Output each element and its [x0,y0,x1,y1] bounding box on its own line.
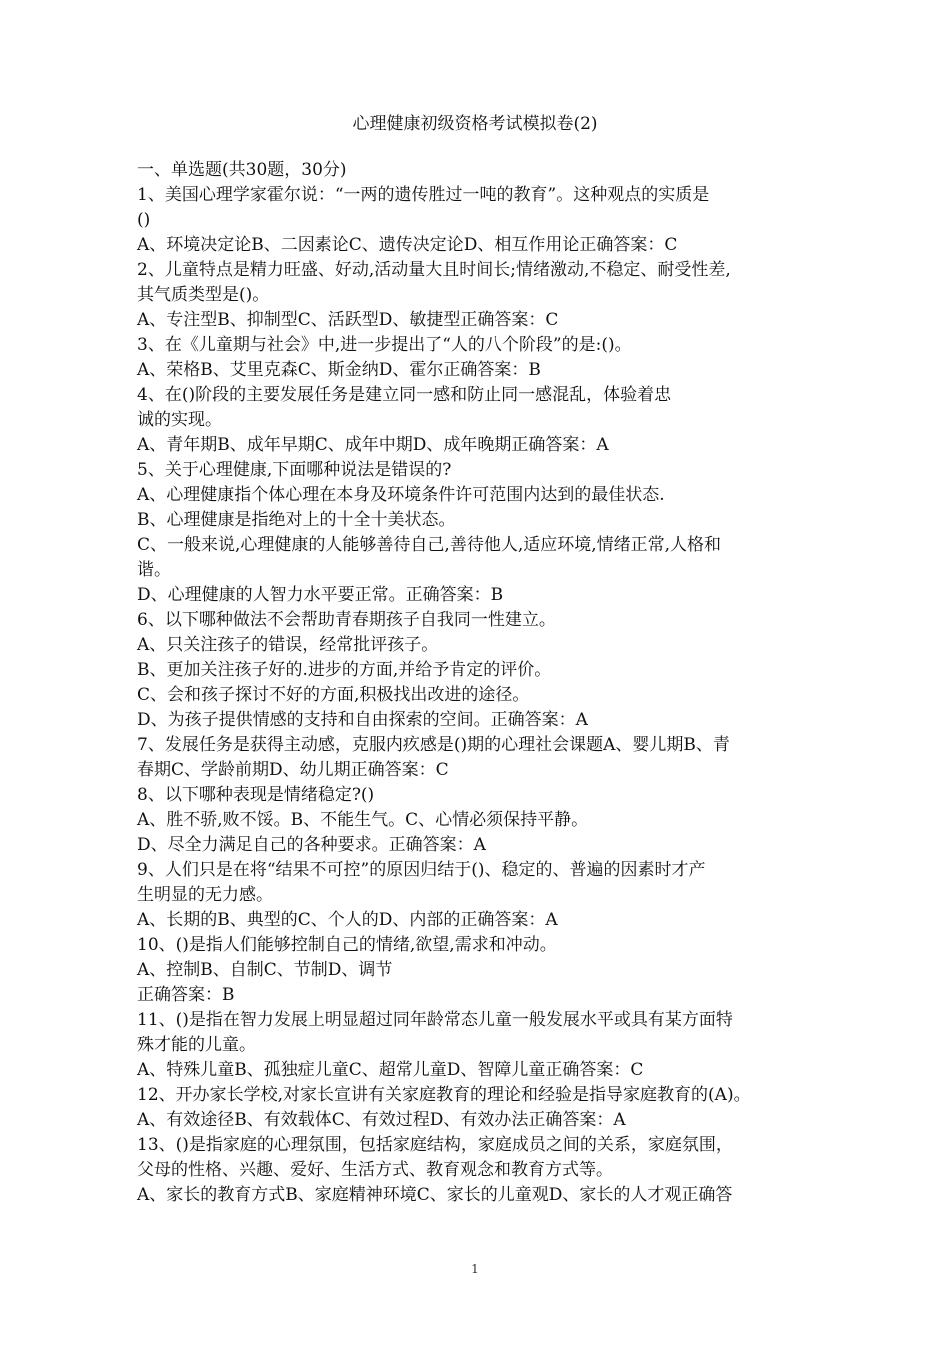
text-line: D、尽全力满足自己的各种要求。正确答案：A [137,835,486,855]
text-line: 1、美国心理学家霍尔说：“一两的遗传胜过一吨的教育”。这种观点的实质是 [137,185,710,205]
text-line: 生明显的无力感。 [137,885,273,905]
text-line: () [137,210,151,230]
text-line: A、特殊儿童B、孤独症儿童C、超常儿童D、智障儿童正确答案：C [137,1060,644,1080]
text-line: 其气质类型是()。 [137,285,270,305]
text-line: A、荣格B、艾里克森C、斯金纳D、霍尔正确答案：B [137,360,541,380]
text-line: A、胜不骄,败不馁。B、不能生气。C、心情必须保持平静。 [137,810,589,830]
text-line: 殊才能的儿童。 [137,1035,256,1055]
text-line: 7、发展任务是获得主动感，克服内疚感是()期的心理社会课题A、婴儿期B、青 [137,735,730,755]
text-line: 5、关于心理健康,下面哪种说法是错误的? [137,460,452,480]
text-line: 4、在()阶段的主要发展任务是建立同一感和防止同一感混乱，体验着忠 [137,385,672,405]
text-line: C、一般来说,心理健康的人能够善待自己,善待他人,适应环境,情绪正常,人格和 [137,535,722,555]
text-line: 13、()是指家庭的心理氛围，包括家庭结构，家庭成员之间的关系，家庭氛围， [137,1135,733,1155]
text-line: 3、在《儿童期与社会》中,进一步提出了“人的八个阶段”的是:()。 [137,335,632,355]
text-line: 11、()是指在智力发展上明显超过同年龄常态儿童一般发展水平或具有某方面特 [137,1010,733,1030]
text-line: 2、儿童特点是精力旺盛、好动,活动量大且时间长;情绪激动,不稳定、耐受性差, [137,260,731,280]
text-line: A、专注型B、抑制型C、活跃型D、敏捷型正确答案：C [137,310,559,330]
document-body [137,158,827,1208]
text-line: 10、()是指人们能够控制自己的情绪,欲望,需求和冲动。 [137,935,557,955]
text-line: 诚的实现。 [137,410,222,430]
text-line: A、控制B、自制C、节制D、调节 [137,960,393,980]
page-number: 1 [471,1262,479,1276]
text-line: 一、单选题(共30题，30分) [137,160,347,180]
text-line: D、为孩子提供情感的支持和自由探索的空间。正确答案：A [137,710,588,730]
text-line: A、长期的B、典型的C、个人的D、内部的正确答案：A [137,910,558,930]
text-line: A、环境决定论B、二因素论C、遗传决定论D、相互作用论正确答案：C [137,235,678,255]
text-line: 父母的性格、兴趣、爱好、生活方式、教育观念和教育方式等。 [137,1160,613,1180]
text-line: A、有效途径B、有效载体C、有效过程D、有效办法正确答案：A [137,1110,626,1130]
text-line: B、心理健康是指绝对上的十全十美状态。 [137,510,456,530]
text-line: 春期C、学龄前期D、幼儿期正确答案：C [137,760,449,780]
text-line: B、更加关注孩子好的.进步的方面,并给予肯定的评价。 [137,660,552,680]
text-line: D、心理健康的人智力水平要正常。正确答案：B [137,585,504,605]
text-line: 正确答案：B [137,985,235,1005]
text-line: A、家长的教育方式B、家庭精神环境C、家长的儿童观D、家长的人才观正确答 [137,1185,733,1205]
text-line: A、心理健康指个体心理在本身及环境条件许可范围内达到的最佳状态. [137,485,665,505]
text-line: 6、以下哪种做法不会帮助青春期孩子自我同一性建立。 [137,610,556,630]
text-line: A、青年期B、成年早期C、成年中期D、成年晚期正确答案：A [137,435,609,455]
text-line: 9、人们只是在将“结果不可控”的原因归结于()、稳定的、普遍的因素时才产 [137,860,706,880]
document-title: 心理健康初级资格考试模拟卷(2) [352,114,598,134]
text-line: C、会和孩子探讨不好的方面,积极找出改进的途径。 [137,685,530,705]
text-line: 8、以下哪种表现是情绪稳定?() [137,785,375,805]
text-line: 谐。 [137,560,171,580]
text-line: A、只关注孩子的错误，经常批评孩子。 [137,635,439,655]
text-line: 12、开办家长学校,对家长宣讲有关家庭教育的理论和经验是指导家庭教育的(A)。 [137,1085,751,1105]
